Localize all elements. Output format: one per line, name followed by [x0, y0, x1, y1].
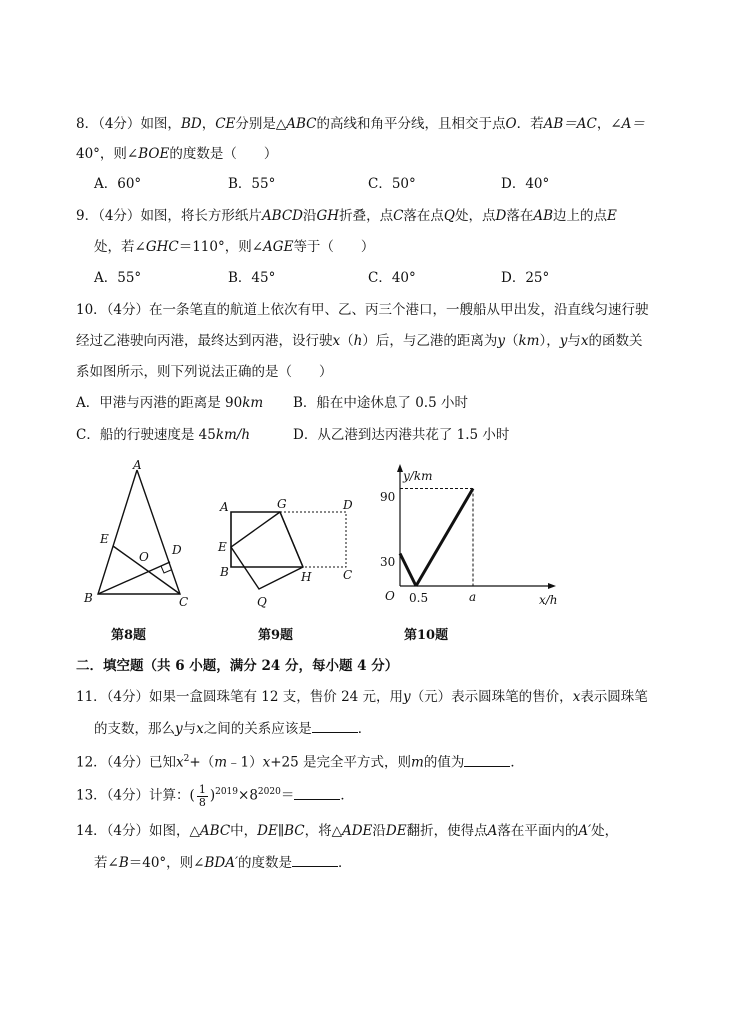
figure-9: [215, 490, 360, 610]
fig9-folded-shape: [231, 512, 303, 589]
q9-option-a: A．55°: [94, 270, 142, 286]
q9-line1: 9．（4分）如图，将长方形纸片ABCD沿GH折叠，点C落在点Q处，点D落在AB边上的点E: [76, 208, 617, 224]
fig8-label-e: E: [100, 532, 109, 546]
fig8-label-b: B: [84, 591, 93, 605]
q11-answer-blank[interactable]: [312, 718, 358, 733]
fig9-dashed-rect: [280, 512, 346, 567]
fig8-label-d: D: [172, 543, 182, 557]
q11-line2: 的支数，那么y与x之间的关系应该是 ．: [94, 718, 371, 739]
q10-option-d: D．从乙港到达丙港共花了 1.5 小时: [293, 427, 510, 443]
fig9-label-b: B: [220, 565, 229, 579]
section-2-heading: 二．填空题（共 6 小题，满分 24 分，每小题 4 分）: [76, 658, 399, 674]
fig9-label-d: D: [343, 498, 353, 512]
q9-line2: 处，若∠GHC＝110°，则∠AGE等于（ ）: [94, 239, 375, 255]
q13-fraction: $\frac{1}{8}$: [198, 782, 206, 809]
fig10-xlabel: x/h: [539, 593, 558, 607]
q8-option-c: C．50°: [368, 176, 416, 192]
q8-option-a: A．60°: [94, 176, 142, 192]
figure-9-caption: 第9题: [258, 628, 294, 643]
q10-option-c: C．船的行驶速度是 45km/h: [76, 427, 251, 443]
q10-option-a: A．甲港与丙港的距离是 90km: [76, 395, 264, 411]
fig8-right-angle: [161, 566, 171, 573]
fig9-fold-line-gh: [280, 512, 303, 567]
q9-option-c: C．40°: [368, 270, 416, 286]
q8-option-b: B．55°: [228, 176, 276, 192]
fig8-label-o: O: [139, 550, 149, 564]
figure-10-caption: 第10题: [404, 628, 449, 643]
q10-option-b: B．船在中途休息了 0.5 小时: [293, 395, 468, 411]
fig10-tick-90: 90: [380, 490, 396, 504]
q14-line2: 若∠B＝40°，则∠BDA′的度数是 ．: [94, 852, 352, 873]
q10-line3: 系如图所示，则下列说法正确的是（ ）: [76, 364, 333, 380]
fig9-label-q: Q: [257, 595, 267, 609]
q14-line1: 14．（4分）如图，△ABC中，DE∥BC，将△ADE沿DE翻折，使得点A落在平面内的A′处，: [76, 823, 619, 839]
q13-answer-blank[interactable]: [294, 785, 340, 800]
figure-8-caption: 第8题: [111, 628, 147, 643]
q11-line1: 11．（4分）如果一盒圆珠笔有 12 支，售价 24 元，用y（元）表示圆珠笔的售价，x表示圆珠笔: [76, 689, 648, 705]
fig10-tick-30: 30: [380, 555, 396, 569]
q10-line1: 10．（4分）在一条笔直的航道上依次有甲、乙、丙三个港口，一艘船从甲出发，沿直线匀速行驶: [76, 302, 649, 318]
q12-answer-blank[interactable]: [464, 752, 510, 767]
q13-line: 13．（4分）计算：( $\frac{1}{8}$ )$^{2019}\times 8^{2020}=$ ．: [76, 782, 354, 809]
fig9-label-h: H: [301, 570, 312, 584]
fig8-label-a: A: [133, 458, 142, 472]
fig10-tick-05: 0.5: [409, 591, 429, 605]
fig8-segment-bd: [98, 562, 170, 594]
q12-line: 12．（4分）已知$x^2+(m﹣1)x+25$ 是完全平方式，则m的值为 ．: [76, 749, 524, 773]
fig10-segment-2: [416, 489, 473, 586]
fig8-label-c: C: [179, 595, 188, 608]
fig9-label-c: C: [343, 568, 353, 582]
q14-answer-blank[interactable]: [292, 852, 338, 867]
fig9-label-g: G: [277, 497, 287, 511]
fig10-origin: O: [385, 589, 395, 603]
q8-option-d: D．40°: [501, 176, 550, 192]
figure-8: [78, 458, 188, 608]
q10-line2: 经过乙港驶向丙港，最终达到丙港，设行驶x（h）后，与乙港的距离为y（km），y与x的函数关: [76, 333, 643, 349]
fig10-tick-a: a: [469, 590, 477, 604]
fig10-series: [400, 489, 473, 586]
fig9-label-e: E: [218, 540, 227, 554]
fig10-ylabel: y/km: [403, 469, 433, 483]
q8-line2: 40°，则∠BOE的度数是（ ）: [76, 146, 278, 162]
fig10-segment-1: [400, 554, 416, 586]
q9-option-b: B．45°: [228, 270, 276, 286]
fig9-label-a: A: [220, 500, 229, 514]
fig10-x-arrow: [548, 583, 556, 589]
fig10-guides: [400, 489, 473, 586]
q8-line1: 8．（4分）如图，BD，CE分别是△ABC的高线和角平分线，且相交于点O．若AB＝AC，∠A＝: [76, 116, 645, 132]
figure-10-chart: [375, 462, 565, 612]
q9-option-d: D．25°: [501, 270, 550, 286]
